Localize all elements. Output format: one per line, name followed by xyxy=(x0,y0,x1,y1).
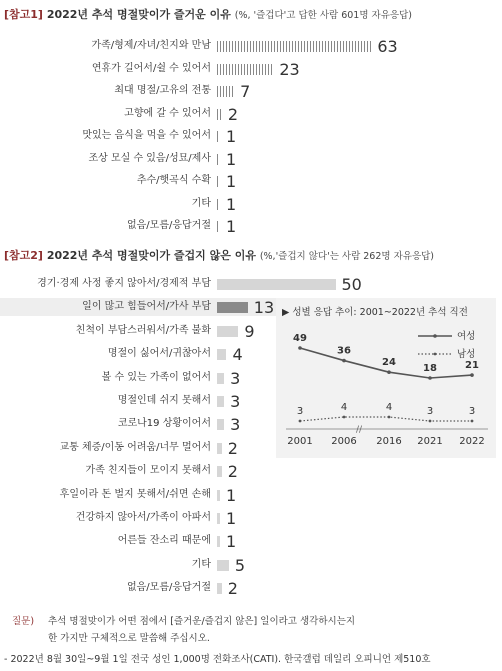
bar xyxy=(217,560,229,571)
chart2-row xyxy=(0,486,217,504)
section1-title: 2022년 추석 명절맞이가 즐거운 이유 xyxy=(46,8,231,21)
bar xyxy=(217,396,224,407)
bar xyxy=(217,536,220,547)
category-label: 명절이 싫어서/귀찮아서 xyxy=(107,348,211,360)
data-point xyxy=(299,420,302,423)
category-label: 명절인데 쉬지 못해서 xyxy=(117,395,211,406)
source-note: - 2022년 8월 30일~9월 1일 전국 성인 1,000명 전화조사(CATI). 한국갤럽 데일리 오피니언 제510호 xyxy=(4,654,431,665)
data-point xyxy=(428,376,432,380)
chart1-row xyxy=(0,172,217,190)
series-line-male xyxy=(300,417,472,421)
category-label: 후일이라 돈 벌지 못해서/쉬면 손해 xyxy=(59,488,211,500)
bar xyxy=(217,443,222,454)
bar xyxy=(217,41,371,52)
bar xyxy=(217,513,220,524)
chart1-row xyxy=(0,82,217,100)
bar xyxy=(217,583,222,594)
value-label: 2 xyxy=(227,104,239,124)
value-label: 63 xyxy=(377,37,398,56)
chart1-row xyxy=(0,217,217,235)
value-label: 1 xyxy=(226,485,237,505)
x-tick-label: 2016 xyxy=(376,436,402,447)
category-label: 기타 xyxy=(191,558,211,570)
data-point xyxy=(471,420,474,423)
data-label: 18 xyxy=(423,363,437,374)
chart2-row xyxy=(0,415,217,433)
chart1-row xyxy=(0,105,217,123)
data-point xyxy=(387,370,391,374)
section1-note: (%, '즐겁다'고 답한 사람 601명 자유응답) xyxy=(234,10,412,21)
trend-title: ▶ 성별 응답 추이: 2001~2022년 추석 직전 xyxy=(282,307,468,318)
value-label: 2 xyxy=(227,438,238,458)
value-label: 3 xyxy=(230,415,241,435)
data-point xyxy=(342,359,346,363)
legend-marker-male xyxy=(434,353,437,356)
bar xyxy=(217,154,220,165)
category-label: 가족 친지들이 모이지 못해서 xyxy=(85,465,211,477)
chart2-row xyxy=(0,369,217,387)
category-label: 최대 명절/고유의 전통 xyxy=(114,85,211,96)
axis-break: // xyxy=(356,425,363,435)
data-point xyxy=(470,373,474,377)
value-label: 1 xyxy=(226,172,237,191)
data-label: 3 xyxy=(468,406,476,417)
bar xyxy=(217,349,226,360)
data-point xyxy=(298,346,302,350)
chart2-row xyxy=(0,462,217,480)
legend-label-female: 여성 xyxy=(457,331,476,342)
value-label: 3 xyxy=(230,392,241,411)
value-label: 1 xyxy=(226,149,237,169)
chart2-row xyxy=(0,532,217,550)
value-label: 9 xyxy=(244,321,255,341)
chart2-row xyxy=(0,439,217,457)
value-label: 1 xyxy=(226,217,237,236)
data-label: 3 xyxy=(426,406,434,417)
bar xyxy=(217,302,248,313)
x-tick-label: 2006 xyxy=(331,436,357,447)
value-label: 1 xyxy=(226,532,237,552)
value-label: 1 xyxy=(226,194,237,214)
bar xyxy=(217,131,220,142)
trend-chart xyxy=(276,298,496,458)
value-label: 5 xyxy=(234,555,246,575)
section2-heading xyxy=(4,247,434,263)
category-label: 친척이 부담스러워서/가족 불화 xyxy=(75,324,211,336)
section2-tag: [참고2] xyxy=(4,249,43,262)
chart2-row xyxy=(0,392,217,410)
bar xyxy=(217,279,336,290)
data-point xyxy=(388,416,391,419)
section1-tag: [참고1] xyxy=(4,8,43,21)
chart1-row xyxy=(0,37,217,55)
chart2-row xyxy=(0,509,217,527)
bar xyxy=(217,419,224,430)
bar xyxy=(217,176,220,187)
value-label: 1 xyxy=(226,509,237,528)
value-label: 7 xyxy=(240,82,251,101)
data-label: 49 xyxy=(293,333,307,344)
legend-label-male: 남성 xyxy=(457,349,476,360)
category-label: 조상 모실 수 있음/성묘/제사 xyxy=(88,152,211,164)
section2-note: (%,'즐겁지 않다'는 사람 262명 자유응답) xyxy=(259,251,435,262)
chart2-row xyxy=(0,345,217,363)
x-tick-label: 2001 xyxy=(287,436,313,447)
value-label: 50 xyxy=(341,275,362,294)
category-label: 고향에 갈 수 있어서 xyxy=(124,107,211,119)
category-label: 코로나19 상황이어서 xyxy=(117,418,211,430)
question-line1: 추석 명절맞이가 어떤 점에서 [즐거운/즐겁지 않은] 일이라고 생각하시는지 xyxy=(48,616,356,627)
category-label: 일이 많고 힘들어서/가사 부담 xyxy=(82,301,211,313)
bar xyxy=(217,64,273,75)
category-label: 기타 xyxy=(191,197,211,209)
category-label: 없음/모름/응답거절 xyxy=(126,582,211,594)
data-label: 4 xyxy=(385,402,393,413)
category-label: 가족/형제/자녀/친지와 만남 xyxy=(91,40,211,51)
data-label: 4 xyxy=(340,402,348,413)
bar xyxy=(217,109,222,120)
value-label: 13 xyxy=(253,298,275,318)
bar xyxy=(217,86,234,97)
chart2-row xyxy=(0,275,217,293)
bar xyxy=(217,373,224,384)
chart1-row xyxy=(0,150,217,168)
chart2-row xyxy=(0,579,217,597)
bar xyxy=(217,326,238,337)
bar xyxy=(217,199,220,210)
category-label: 맛있는 음식을 먹을 수 있어서 xyxy=(82,130,211,141)
category-label: 교통 체증/이동 어려움/너무 멀어서 xyxy=(59,441,211,453)
chart1-row xyxy=(0,195,217,213)
category-label: 경기·경제 사정 좋지 않아서/경제적 부담 xyxy=(37,278,211,289)
data-label: 21 xyxy=(465,360,479,372)
value-label: 23 xyxy=(279,59,300,79)
chart1-row xyxy=(0,127,217,145)
section2-title: 2022년 추석 명절맞이가 즐겁지 않은 이유 xyxy=(46,249,256,262)
category-label: 추수/햇곡식 수확 xyxy=(136,175,211,186)
question-label: 질문) xyxy=(12,616,35,627)
chart2-row xyxy=(0,322,217,340)
bar xyxy=(217,490,220,501)
section1-heading xyxy=(4,6,412,22)
category-label: 볼 수 있는 가족이 없어서 xyxy=(101,371,211,383)
chart1-row xyxy=(0,60,217,78)
x-tick-label: 2022 xyxy=(459,436,485,447)
trend-panel xyxy=(276,298,496,458)
data-label: 36 xyxy=(337,345,351,357)
value-label: 1 xyxy=(226,127,237,146)
data-label: 24 xyxy=(382,357,396,369)
value-label: 2 xyxy=(227,579,238,599)
data-point xyxy=(429,420,432,423)
category-label: 어른들 잔소리 때문에 xyxy=(117,535,211,547)
data-label: 3 xyxy=(296,406,304,417)
chart2-row xyxy=(0,556,217,574)
bar xyxy=(217,466,222,477)
legend-marker-female xyxy=(433,334,437,338)
value-label: 3 xyxy=(230,368,241,388)
x-tick-label: 2021 xyxy=(417,436,443,447)
category-label: 건강하지 않아서/가족이 아파서 xyxy=(75,512,211,523)
category-label: 없음/모름/응답거절 xyxy=(126,220,211,231)
bar xyxy=(217,221,220,232)
data-point xyxy=(343,416,346,419)
question-line2: 한 가지만 구체적으로 말씀해 주십시오. xyxy=(48,633,210,644)
value-label: 4 xyxy=(232,345,243,365)
category-label: 연휴가 길어서/쉴 수 있어서 xyxy=(91,62,211,74)
value-label: 2 xyxy=(227,462,238,482)
